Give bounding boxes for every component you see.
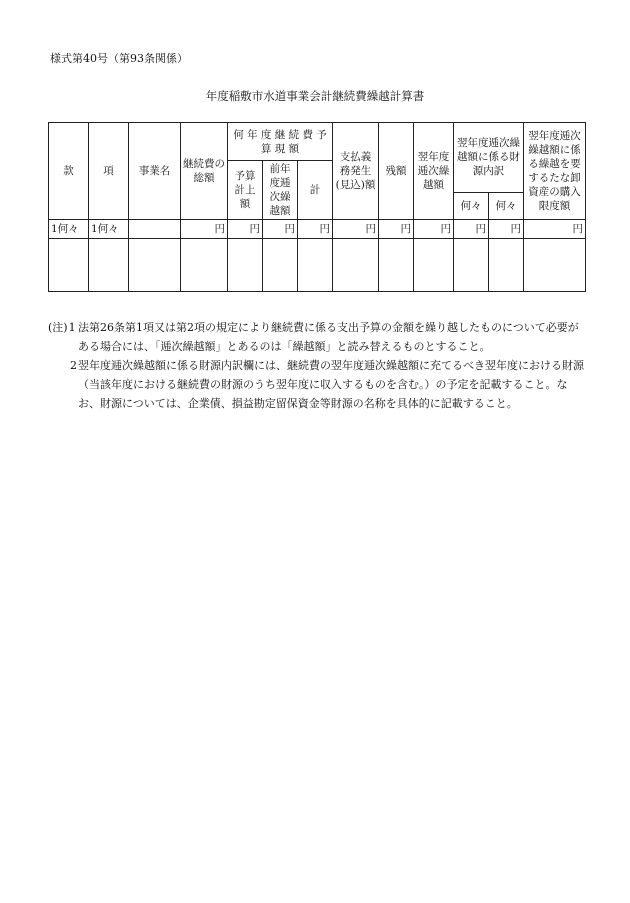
blank-cell [454,239,489,292]
header-jigyo: 事業名 [129,123,181,220]
header-kan: 款 [49,123,89,220]
cell-kan: 1何々 [49,220,89,239]
header-budget-sub2: 前年度逓次繰越額 [263,161,298,220]
carryover-table [48,122,586,292]
header-carryover: 翌年度逓次繰越額 [414,123,454,220]
blank-cell [129,239,181,292]
note-item [48,356,588,413]
blank-cell [524,239,586,292]
note-text: 法第26条第1項又は第2項の規定により継続費に係る支出予算の金額を繰り越したものについて必要がある場合には、「逓次繰越額」とあるのは「繰越額」と読み替えるものとすること。 [78,321,579,353]
note-number: 2 [70,359,77,372]
note-text: 翌年度逓次繰越額に係る財源内訳欄には、継続費の翌年度逓次繰越額に充てるべき翌年度における財源（当該年度における継続費の財源のうち翌年度に収入するものを含む。）の予定を記載すること。なお、財源については、企業債、損益勘定留保資金等財源の名称を具体的に記載すること。 [78,359,584,410]
header-budget-group: 何 年 度 継 続 費 予 算 現 額 [228,123,333,161]
cell-zangaku: 円 [379,220,414,239]
blank-cell [489,239,524,292]
blank-cell [263,239,298,292]
header-finance-group: 翌年度逓次繰越額に係る財源内訳 [454,123,524,193]
cell-shiharai: 円 [333,220,379,239]
blank-cell [333,239,379,292]
header-finance-sub1: 何々 [454,192,489,219]
blank-cell [49,239,89,292]
note-item [48,318,588,356]
blank-cell [89,239,129,292]
header-budget-sub3: 計 [298,161,333,220]
cell-total: 円 [181,220,228,239]
form-number: 様式第40号（第93条関係） [50,52,188,65]
cell-kou: 1何々 [89,220,129,239]
cell-budget2: 円 [263,220,298,239]
document-title: 年度稲敷市水道事業会計継続費繰越計算書 [205,89,425,103]
cell-jigyo [129,220,181,239]
header-shiharai: 支払義務発生(見込)額 [333,123,379,220]
header-row-1 [49,123,586,161]
header-budget-sub1: 予算計上額 [228,161,263,220]
notes-label: (注)1 [48,321,76,334]
blank-cell [298,239,333,292]
table-row [49,220,586,239]
cell-finance2: 円 [489,220,524,239]
notes-section [48,318,588,413]
cell-budget1: 円 [228,220,263,239]
cell-limit: 円 [524,220,586,239]
blank-cell [379,239,414,292]
blank-cell [414,239,454,292]
cell-budget3: 円 [298,220,333,239]
table-row-blank [49,239,586,292]
header-limit: 翌年度逓次繰越額に係る繰越を要するたな卸資産の購入限度額 [524,123,586,220]
header-kou: 項 [89,123,129,220]
header-finance-sub2: 何々 [489,192,524,219]
blank-cell [181,239,228,292]
cell-finance1: 円 [454,220,489,239]
cell-carryover: 円 [414,220,454,239]
blank-cell [228,239,263,292]
header-zangaku: 残額 [379,123,414,220]
header-total: 継続費の総額 [181,123,228,220]
